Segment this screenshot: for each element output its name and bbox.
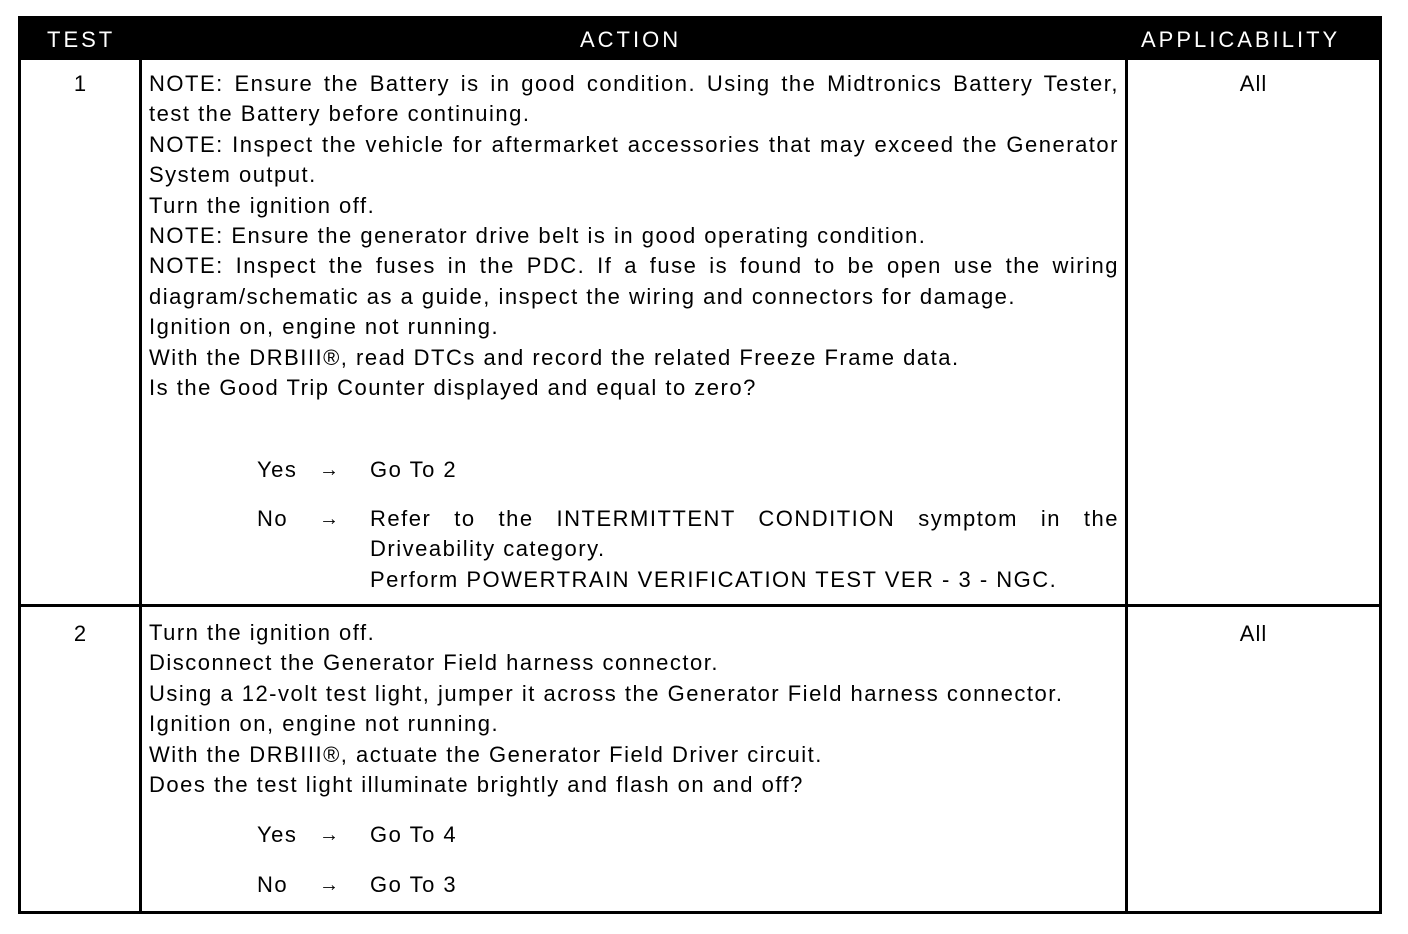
row-2-no-arrow-icon: →	[319, 874, 341, 896]
row-1-step: With the DRBIII®, read DTCs and record the related Freeze Frame data.	[149, 344, 960, 370]
row-1-applicability: All	[1239, 71, 1268, 96]
row-1-no-result-text: Refer to the INTERMITTENT CONDITION symptom in the Driveability category.	[370, 506, 1119, 562]
row-1-test-number: 1	[73, 71, 87, 96]
row-2-yes-arrow-icon: →	[319, 824, 341, 846]
row-1-step: Is the Good Trip Counter displayed and equal to zero?	[149, 375, 757, 401]
row-1-yes-result-text: Go To 2	[370, 457, 458, 482]
row-1-no-arrow-icon: →	[319, 508, 341, 530]
row-2-no-label: No	[257, 872, 289, 897]
row-2-yes-result-text: Go To 4	[370, 822, 458, 847]
header-action: ACTION	[580, 27, 682, 52]
row-2-action-text	[149, 618, 1119, 800]
diagnostic-test-table	[18, 16, 1382, 914]
row-2-yes-result	[370, 820, 1119, 850]
row-1-step: Turn the ignition off.	[149, 192, 376, 218]
row-1-step: Ignition on, engine not running.	[149, 314, 500, 340]
row-1-no-label: No	[257, 506, 289, 531]
row-1-step: NOTE: Inspect the vehicle for aftermarket accessories that may exceed the Generator System output.	[149, 131, 1119, 188]
row-1-action-text	[149, 69, 1119, 403]
row-1-no-result	[370, 504, 1119, 595]
row-divider	[21, 604, 1379, 607]
row-2-step: Does the test light illuminate brightly and flash on and off?	[149, 772, 804, 798]
header-applicability: APPLICABILITY	[1141, 27, 1341, 52]
row-1-no-result-text: Perform POWERTRAIN VERIFICATION TEST VER - 3 - NGC.	[370, 566, 1058, 592]
row-2-no-result	[370, 870, 1119, 900]
row-2-step: With the DRBIII®, actuate the Generator Field Driver circuit.	[149, 741, 823, 767]
row-2-test-number: 2	[73, 621, 87, 646]
header-test: TEST	[47, 27, 116, 52]
row-1-step: NOTE: Ensure the Battery is in good condition. Using the Midtronics Battery Tester, test the Battery before continuing.	[149, 71, 1119, 127]
row-1-step: NOTE: Inspect the fuses in the PDC. If a fuse is found to be open use the wiring diagram/schematic as a guide, inspect the wiring and connectors for damage.	[149, 253, 1119, 309]
row-2-step: Using a 12-volt test light, jumper it across the Generator Field harness connector.	[149, 680, 1064, 706]
column-divider-applicability	[1125, 60, 1128, 911]
row-2-step: Disconnect the Generator Field harness connector.	[149, 650, 719, 676]
row-1-yes-result	[370, 455, 1119, 485]
row-1-step: NOTE: Ensure the generator drive belt is in good operating condition.	[149, 223, 927, 249]
row-2-step: Ignition on, engine not running.	[149, 711, 500, 737]
row-1-yes-label: Yes	[257, 457, 298, 482]
table-header	[21, 19, 1379, 60]
row-2-yes-label: Yes	[257, 822, 298, 847]
row-2-no-result-text: Go To 3	[370, 872, 458, 897]
row-1-yes-arrow-icon: →	[319, 459, 341, 481]
column-divider-test	[139, 60, 142, 911]
row-2-step: Turn the ignition off.	[149, 620, 376, 645]
row-2-applicability: All	[1239, 621, 1268, 646]
